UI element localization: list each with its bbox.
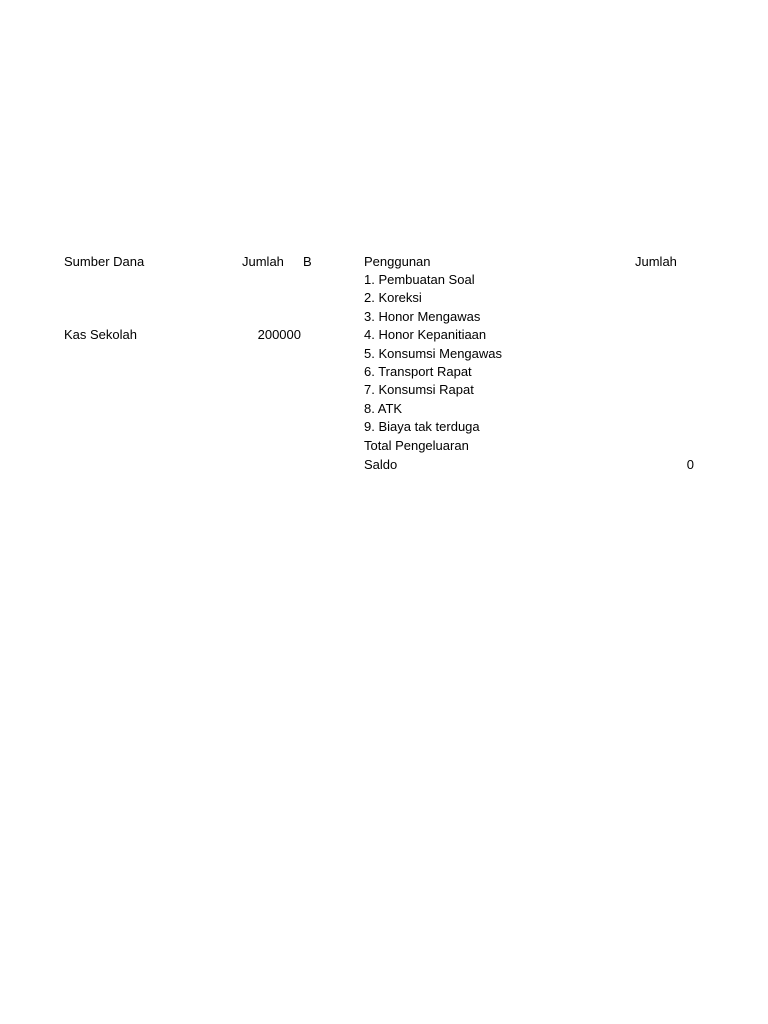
sources-amount-header: Jumlah <box>242 254 284 269</box>
source-row-amount: 200000 <box>257 327 301 342</box>
sources-header-label: Sumber Dana <box>64 254 145 269</box>
usage-amount-header: Jumlah <box>635 254 677 269</box>
saldo-value: 0 <box>686 457 694 472</box>
usage-header-label: Penggunan <box>364 254 431 269</box>
usage-item: 3. Honor Mengawas <box>364 309 481 324</box>
usage-item: 8. ATK <box>364 401 403 416</box>
usage-item: 4. Honor Kepanitiaan <box>364 327 487 342</box>
usage-item: 9. Biaya tak terduga <box>364 419 480 434</box>
usage-item: 2. Koreksi <box>364 290 422 305</box>
usage-item: 5. Konsumsi Mengawas <box>364 346 503 361</box>
usage-item: 6. Transport Rapat <box>364 364 472 379</box>
usage-item: 1. Pembuatan Soal <box>364 272 475 287</box>
sources-extra-header: B <box>303 254 312 269</box>
total-expense-label: Total Pengeluaran <box>364 438 469 453</box>
source-row-label: Kas Sekolah <box>64 327 137 342</box>
saldo-label: Saldo <box>364 457 398 472</box>
usage-item: 7. Konsumsi Rapat <box>364 382 474 397</box>
